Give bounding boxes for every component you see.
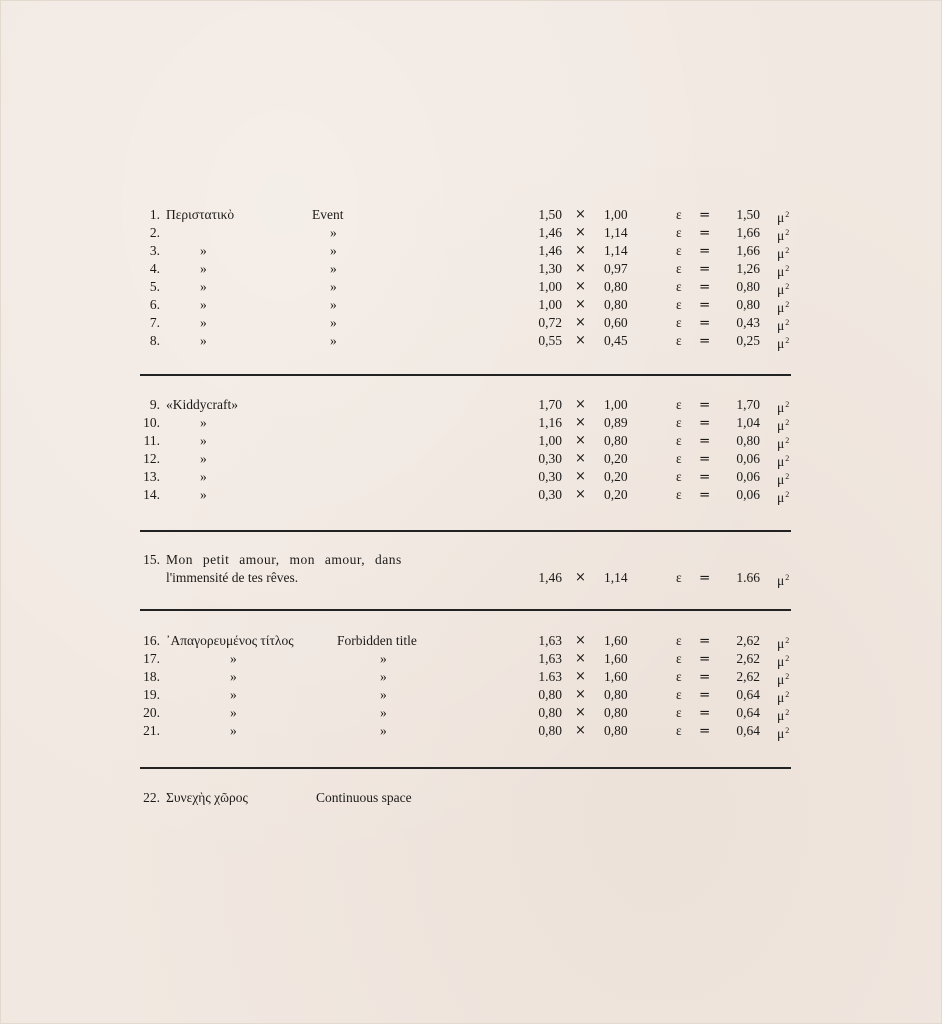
item-number: 12. — [143, 451, 160, 466]
greek-title: «Kiddycraft» — [166, 397, 238, 412]
greek-title: » — [200, 469, 207, 484]
times-sign: × — [575, 297, 586, 312]
width-value: 1.63 — [538, 669, 562, 684]
width-value: 1,50 — [538, 207, 562, 222]
english-title: » — [380, 705, 387, 720]
unit-label — [777, 486, 789, 507]
width-value: 0,80 — [538, 705, 562, 720]
area-value: 0,25 — [736, 333, 760, 348]
equals-sign: = — [699, 243, 711, 259]
area-value: 0,80 — [736, 297, 760, 312]
times-sign: × — [575, 651, 586, 666]
equals-sign: = — [699, 633, 711, 649]
unit-symbol: μ — [777, 210, 785, 225]
unit-symbol: μ — [777, 690, 785, 705]
width-value: 1,46 — [538, 570, 562, 585]
area-value: 0,64 — [736, 687, 760, 702]
table-row — [0, 242, 942, 260]
english-title: » — [380, 687, 387, 702]
equals-sign: = — [699, 705, 711, 721]
height-value: 0,20 — [604, 487, 628, 502]
table-row — [0, 450, 942, 468]
item-number: 1. — [149, 207, 160, 222]
width-value: 1,00 — [538, 433, 562, 448]
area-value: 1.66 — [736, 570, 760, 585]
table-row — [0, 569, 942, 587]
item-number: 18. — [143, 669, 160, 684]
unit-symbol: μ — [777, 318, 785, 333]
unit-symbol: μ — [777, 490, 785, 505]
width-value: 1,70 — [538, 397, 562, 412]
unit-exponent: 2 — [785, 472, 790, 481]
item-number: 22. — [143, 790, 160, 805]
times-sign: × — [575, 397, 586, 412]
height-value: 0,80 — [604, 279, 628, 294]
times-sign: × — [575, 705, 586, 720]
greek-title: Περιστατικὸ — [166, 207, 235, 222]
french-title-line-1: Mon petit amour, mon amour, dans — [166, 552, 402, 567]
height-value: 1,60 — [604, 633, 628, 648]
equals-sign: = — [699, 723, 711, 739]
height-value: 1,14 — [604, 243, 628, 258]
table-row — [0, 632, 942, 650]
unit-symbol: μ — [777, 418, 785, 433]
english-title: » — [330, 279, 337, 294]
times-sign: × — [575, 261, 586, 276]
item-number: 4. — [149, 261, 160, 276]
section-divider — [140, 767, 791, 769]
equals-sign: = — [699, 261, 711, 277]
unit-symbol: μ — [777, 228, 785, 243]
height-value: 1,00 — [604, 207, 628, 222]
table-row — [0, 224, 942, 242]
epsilon-sign: ε — [676, 669, 682, 684]
unit-symbol: μ — [777, 300, 785, 315]
unit-exponent: 2 — [785, 726, 790, 735]
greek-title: » — [200, 415, 207, 430]
english-title: Continuous space — [316, 790, 412, 805]
height-value: 0,97 — [604, 261, 628, 276]
item-number: 8. — [149, 333, 160, 348]
unit-exponent: 2 — [785, 300, 790, 309]
epsilon-sign: ε — [676, 279, 682, 294]
unit-label — [777, 332, 789, 353]
area-value: 2,62 — [736, 669, 760, 684]
height-value: 0,45 — [604, 333, 628, 348]
table-row — [0, 314, 942, 332]
item-number: 2. — [149, 225, 160, 240]
epsilon-sign: ε — [676, 243, 682, 258]
equals-sign: = — [699, 433, 711, 449]
item-number: 19. — [143, 687, 160, 702]
table-row — [0, 468, 942, 486]
times-sign: × — [575, 279, 586, 294]
unit-exponent: 2 — [785, 708, 790, 717]
unit-label — [777, 569, 789, 590]
english-title: » — [380, 723, 387, 738]
area-value: 1,66 — [736, 225, 760, 240]
unit-exponent: 2 — [785, 454, 790, 463]
times-sign: × — [575, 633, 586, 648]
unit-symbol: μ — [777, 336, 785, 351]
unit-exponent: 2 — [785, 336, 790, 345]
unit-symbol: μ — [777, 246, 785, 261]
width-value: 1,46 — [538, 225, 562, 240]
times-sign: × — [575, 669, 586, 684]
table-row — [0, 722, 942, 740]
unit-exponent: 2 — [785, 282, 790, 291]
greek-title: ᾿Απαγορευμένος τίτλος — [166, 633, 294, 648]
area-value: 0,43 — [736, 315, 760, 330]
english-title: Forbidden title — [337, 633, 417, 648]
unit-exponent: 2 — [785, 228, 790, 237]
greek-title: » — [200, 433, 207, 448]
area-value: 1,04 — [736, 415, 760, 430]
epsilon-sign: ε — [676, 487, 682, 502]
epsilon-sign: ε — [676, 225, 682, 240]
unit-symbol: μ — [777, 726, 785, 741]
table-row — [0, 686, 942, 704]
height-value: 0,80 — [604, 297, 628, 312]
width-value: 1,63 — [538, 651, 562, 666]
equals-sign: = — [699, 333, 711, 349]
unit-symbol: μ — [777, 654, 785, 669]
width-value: 1,30 — [538, 261, 562, 276]
epsilon-sign: ε — [676, 433, 682, 448]
greek-title: » — [230, 669, 237, 684]
height-value: 1,14 — [604, 570, 628, 585]
equals-sign: = — [699, 415, 711, 431]
height-value: 0,80 — [604, 433, 628, 448]
unit-symbol: μ — [777, 708, 785, 723]
english-title: » — [330, 225, 337, 240]
unit-symbol: μ — [777, 400, 785, 415]
area-value: 0,64 — [736, 705, 760, 720]
greek-title: » — [230, 705, 237, 720]
epsilon-sign: ε — [676, 297, 682, 312]
english-title: » — [330, 261, 337, 276]
english-title: Event — [312, 207, 344, 222]
equals-sign: = — [699, 669, 711, 685]
greek-title: » — [200, 451, 207, 466]
unit-label — [777, 722, 789, 743]
greek-title: » — [230, 651, 237, 666]
equals-sign: = — [699, 570, 711, 586]
width-value: 0,80 — [538, 687, 562, 702]
table-row — [0, 668, 942, 686]
times-sign: × — [575, 225, 586, 240]
equals-sign: = — [699, 469, 711, 485]
item-number: 11. — [143, 433, 160, 448]
english-title: » — [330, 243, 337, 258]
height-value: 1,60 — [604, 669, 628, 684]
table-row — [0, 332, 942, 350]
width-value: 0,55 — [538, 333, 562, 348]
unit-symbol: μ — [777, 636, 785, 651]
unit-exponent: 2 — [785, 210, 790, 219]
table-row — [0, 396, 942, 414]
height-value: 0,20 — [604, 451, 628, 466]
epsilon-sign: ε — [676, 451, 682, 466]
table-row — [0, 486, 942, 504]
equals-sign: = — [699, 225, 711, 241]
height-value: 1,00 — [604, 397, 628, 412]
area-value: 0,80 — [736, 433, 760, 448]
item-number: 14. — [143, 487, 160, 502]
times-sign: × — [575, 723, 586, 738]
unit-exponent: 2 — [785, 400, 790, 409]
greek-title: » — [200, 279, 207, 294]
times-sign: × — [575, 415, 586, 430]
unit-symbol: μ — [777, 454, 785, 469]
width-value: 0,30 — [538, 469, 562, 484]
equals-sign: = — [699, 397, 711, 413]
unit-exponent: 2 — [785, 490, 790, 499]
unit-exponent: 2 — [785, 246, 790, 255]
height-value: 1,14 — [604, 225, 628, 240]
unit-exponent: 2 — [785, 318, 790, 327]
english-title: » — [380, 669, 387, 684]
table-row — [0, 278, 942, 296]
item-number: 5. — [149, 279, 160, 294]
area-value: 2,62 — [736, 651, 760, 666]
times-sign: × — [575, 315, 586, 330]
equals-sign: = — [699, 297, 711, 313]
item-number: 6. — [149, 297, 160, 312]
item-number: 9. — [149, 397, 160, 412]
area-value: 1,70 — [736, 397, 760, 412]
epsilon-sign: ε — [676, 705, 682, 720]
item-number: 20. — [143, 705, 160, 720]
epsilon-sign: ε — [676, 207, 682, 222]
width-value: 0,30 — [538, 487, 562, 502]
table-row — [0, 650, 942, 668]
area-value: 0,06 — [736, 487, 760, 502]
times-sign: × — [575, 687, 586, 702]
epsilon-sign: ε — [676, 469, 682, 484]
item-number: 3. — [149, 243, 160, 258]
equals-sign: = — [699, 451, 711, 467]
epsilon-sign: ε — [676, 651, 682, 666]
greek-title: » — [200, 261, 207, 276]
equals-sign: = — [699, 279, 711, 295]
item-number: 16. — [143, 633, 160, 648]
area-value: 2,62 — [736, 633, 760, 648]
table-row — [0, 260, 942, 278]
epsilon-sign: ε — [676, 315, 682, 330]
greek-title: Συνεχὴς χῶρος — [166, 790, 248, 805]
area-value: 0,06 — [736, 469, 760, 484]
times-sign: × — [575, 243, 586, 258]
item-number: 21. — [143, 723, 160, 738]
unit-exponent: 2 — [785, 418, 790, 427]
greek-title: » — [200, 297, 207, 312]
width-value: 0,72 — [538, 315, 562, 330]
height-value: 1,60 — [604, 651, 628, 666]
times-sign: × — [575, 433, 586, 448]
table-row — [0, 704, 942, 722]
section-divider — [140, 609, 791, 611]
area-value: 0,80 — [736, 279, 760, 294]
width-value: 1,16 — [538, 415, 562, 430]
times-sign: × — [575, 451, 586, 466]
equals-sign: = — [699, 687, 711, 703]
english-title: » — [330, 333, 337, 348]
english-title: » — [330, 297, 337, 312]
width-value: 1,46 — [538, 243, 562, 258]
equals-sign: = — [699, 651, 711, 667]
times-sign: × — [575, 207, 586, 222]
table-row — [0, 551, 942, 569]
table-row — [0, 789, 942, 807]
greek-title: » — [200, 315, 207, 330]
height-value: 0,60 — [604, 315, 628, 330]
unit-exponent: 2 — [785, 573, 790, 582]
table-row — [0, 432, 942, 450]
times-sign: × — [575, 333, 586, 348]
greek-title: » — [230, 723, 237, 738]
epsilon-sign: ε — [676, 723, 682, 738]
greek-title: » — [230, 687, 237, 702]
height-value: 0,80 — [604, 687, 628, 702]
times-sign: × — [575, 469, 586, 484]
unit-symbol: μ — [777, 573, 785, 588]
table-row — [0, 414, 942, 432]
area-value: 1,66 — [736, 243, 760, 258]
times-sign: × — [575, 487, 586, 502]
french-title-line-2: l'immensité de tes rêves. — [166, 570, 299, 585]
unit-symbol: μ — [777, 436, 785, 451]
unit-symbol: μ — [777, 282, 785, 297]
height-value: 0,80 — [604, 705, 628, 720]
item-number: 7. — [149, 315, 160, 330]
equals-sign: = — [699, 487, 711, 503]
greek-title: » — [200, 333, 207, 348]
section-divider — [140, 530, 791, 532]
epsilon-sign: ε — [676, 687, 682, 702]
epsilon-sign: ε — [676, 415, 682, 430]
width-value: 1,00 — [538, 297, 562, 312]
item-number: 10. — [143, 415, 160, 430]
english-title: » — [330, 315, 337, 330]
area-value: 0,06 — [736, 451, 760, 466]
epsilon-sign: ε — [676, 261, 682, 276]
unit-exponent: 2 — [785, 436, 790, 445]
greek-title: » — [200, 243, 207, 258]
area-value: 0,64 — [736, 723, 760, 738]
epsilon-sign: ε — [676, 333, 682, 348]
epsilon-sign: ε — [676, 633, 682, 648]
equals-sign: = — [699, 207, 711, 223]
unit-exponent: 2 — [785, 690, 790, 699]
height-value: 0,20 — [604, 469, 628, 484]
english-title: » — [380, 651, 387, 666]
unit-exponent: 2 — [785, 264, 790, 273]
greek-title: » — [200, 487, 207, 502]
table-row — [0, 296, 942, 314]
unit-symbol: μ — [777, 672, 785, 687]
item-number: 15. — [143, 552, 160, 567]
width-value: 0,30 — [538, 451, 562, 466]
item-number: 13. — [143, 469, 160, 484]
epsilon-sign: ε — [676, 397, 682, 412]
area-value: 1,50 — [736, 207, 760, 222]
unit-exponent: 2 — [785, 636, 790, 645]
height-value: 0,80 — [604, 723, 628, 738]
width-value: 0,80 — [538, 723, 562, 738]
table-row — [0, 206, 942, 224]
unit-symbol: μ — [777, 264, 785, 279]
width-value: 1,00 — [538, 279, 562, 294]
unit-symbol: μ — [777, 472, 785, 487]
times-sign: × — [575, 570, 586, 585]
unit-exponent: 2 — [785, 672, 790, 681]
epsilon-sign: ε — [676, 570, 682, 585]
unit-exponent: 2 — [785, 654, 790, 663]
equals-sign: = — [699, 315, 711, 331]
width-value: 1,63 — [538, 633, 562, 648]
area-value: 1,26 — [736, 261, 760, 276]
section-divider — [140, 374, 791, 376]
item-number: 17. — [143, 651, 160, 666]
height-value: 0,89 — [604, 415, 628, 430]
